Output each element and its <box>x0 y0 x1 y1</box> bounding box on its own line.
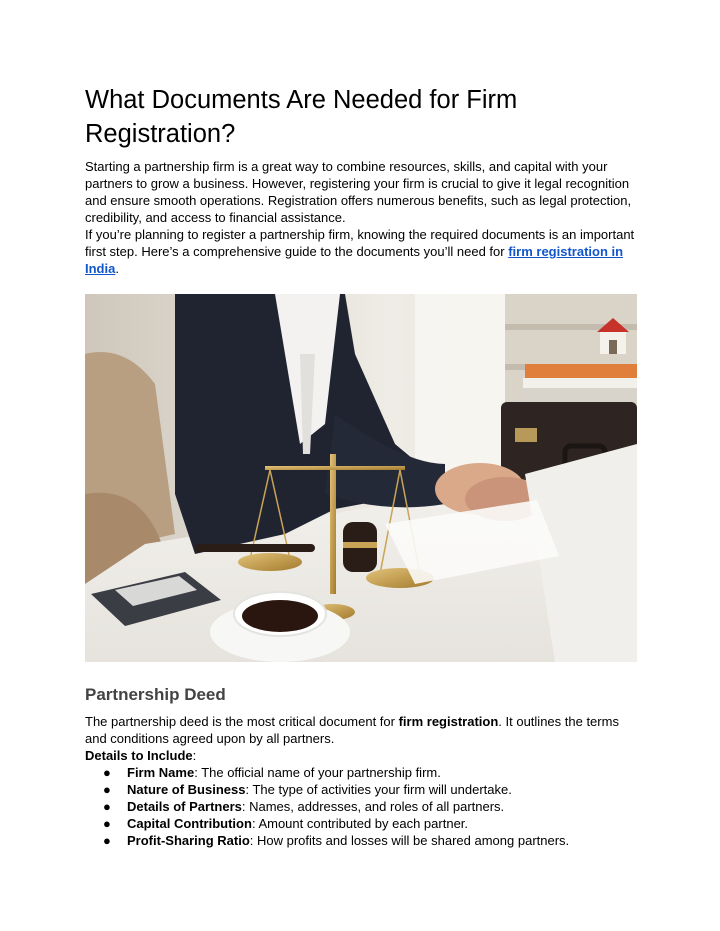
bullet-icon: ● <box>103 799 111 814</box>
intro-2-suffix: . <box>115 261 119 276</box>
list-item <box>85 815 637 832</box>
bullet-icon: ● <box>103 782 111 797</box>
page-title: What Documents Are Needed for Firm Registration? <box>85 86 518 148</box>
item-term: Nature of Business <box>127 782 246 797</box>
item-desc: : Amount contributed by each partner. <box>251 816 469 831</box>
item-term: Profit-Sharing Ratio <box>127 833 250 848</box>
firm-registration-link[interactable]: firm registration in India <box>85 244 624 276</box>
item-desc: : Names, addresses, and roles of all partners. <box>241 799 505 814</box>
bullet-icon: ● <box>103 816 111 831</box>
item-desc: : How profits and losses will be shared among partners. <box>249 833 570 848</box>
section-paragraph <box>85 713 637 747</box>
intro-paragraph-2 <box>85 226 637 277</box>
item-term: Capital Contribution <box>127 816 252 831</box>
item-term: Details of Partners <box>127 799 242 814</box>
article-header <box>85 83 637 277</box>
details-list <box>85 764 637 849</box>
bullet-icon: ● <box>103 833 111 848</box>
details-colon: : <box>192 748 197 763</box>
list-item <box>85 764 637 781</box>
section-para-suffix: . It outlines the terms and conditions agreed upon by all partners. <box>85 714 619 746</box>
list-item <box>85 832 637 849</box>
section-heading: Partnership Deed <box>85 685 226 704</box>
handshake-photo <box>85 294 637 662</box>
section-para-prefix: The partnership deed is the most critical document for <box>85 714 399 729</box>
details-label: Details to Include <box>85 748 193 763</box>
partnership-deed-section <box>85 684 637 849</box>
item-desc: : The official name of your partnership firm. <box>194 765 441 780</box>
list-item <box>85 798 637 815</box>
intro-paragraph: Starting a partnership firm is a great way to combine resources, skills, and capital with your partners to grow a business. However, registering your firm is crucial to give it legal recognition and ensure smooth operations. Registration offers numerous benefits, such as legal protection, credibility, and access to financial assistance. <box>85 159 632 225</box>
intro-2-prefix: If you’re planning to register a partnership firm, knowing the required documents is an important first step. Here’s a comprehensive guide to the documents you’ll need for <box>85 227 635 259</box>
details-line <box>85 747 637 764</box>
bullet-icon: ● <box>103 765 111 780</box>
section-para-bold: firm registration <box>398 714 499 729</box>
list-item <box>85 781 637 798</box>
item-desc: : The type of activities your firm will undertake. <box>245 782 512 797</box>
item-term: Firm Name <box>127 765 195 780</box>
